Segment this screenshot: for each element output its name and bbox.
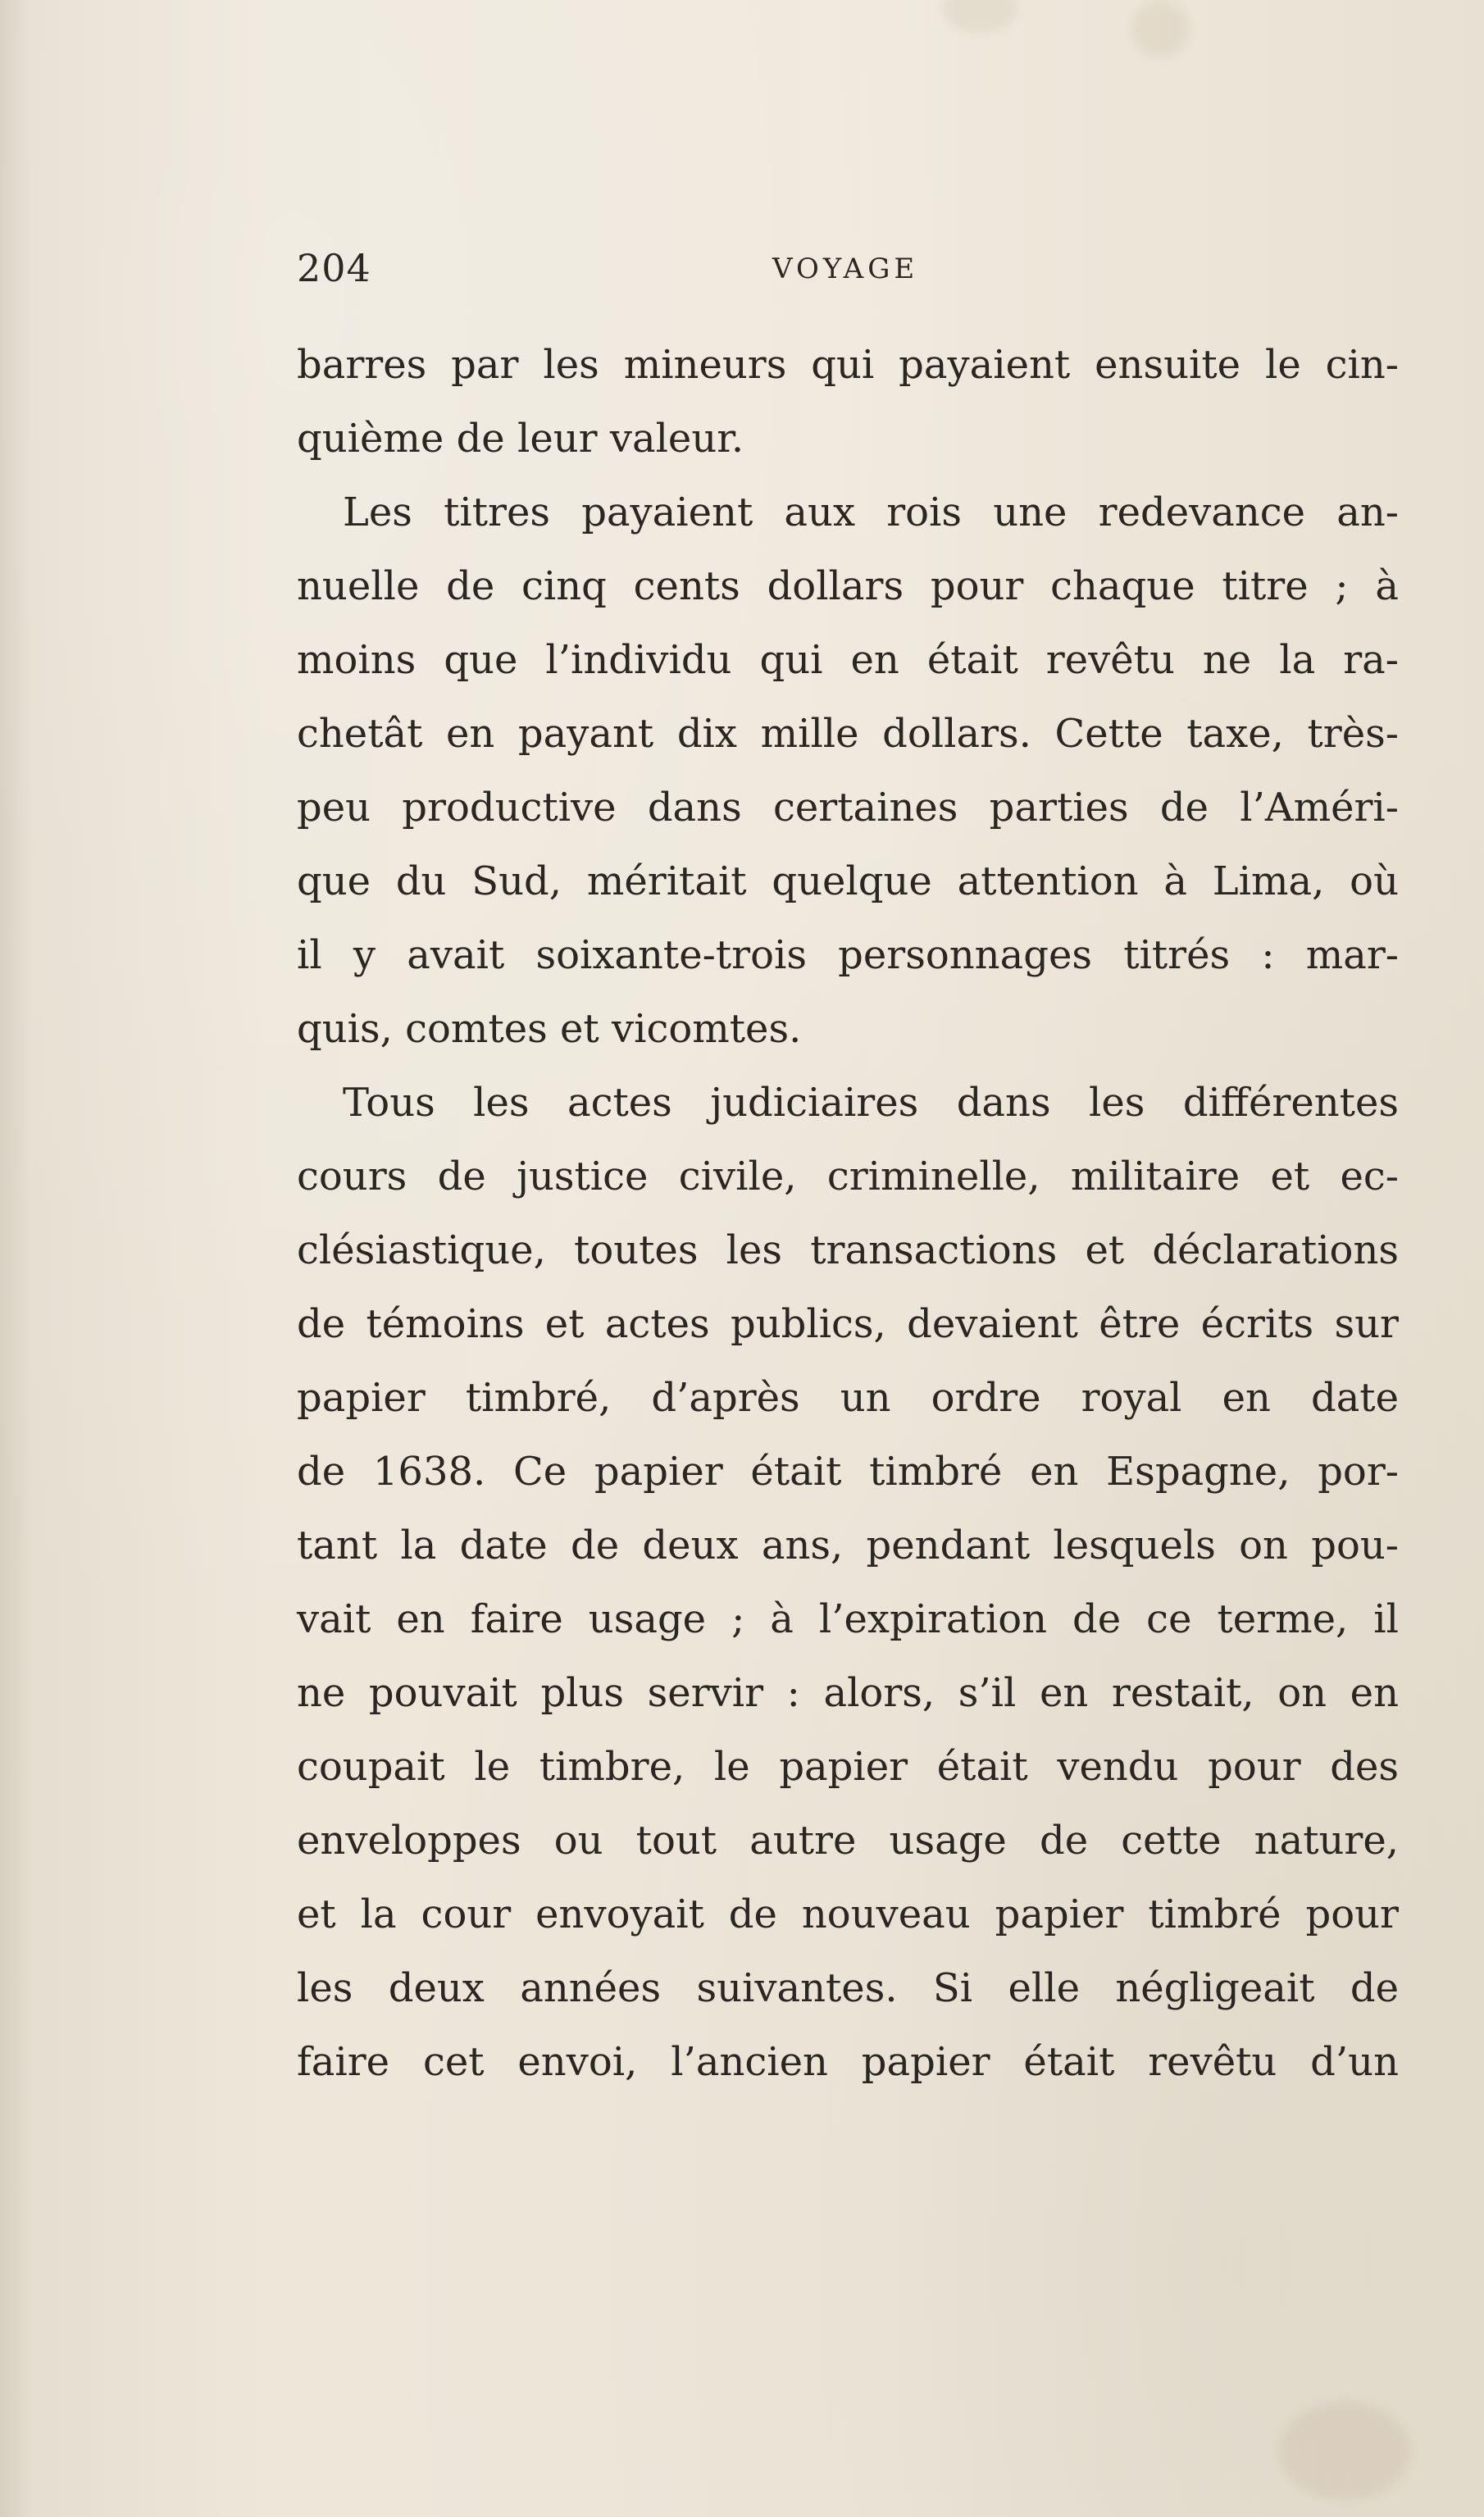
running-title: VOYAGE <box>772 253 919 285</box>
paper-stain <box>943 0 1017 33</box>
paper-stain <box>1279 2402 1410 2501</box>
text-line: chetât en payant dix mille dollars. Cette taxe, très- <box>297 711 1399 757</box>
body-text <box>297 328 1399 2099</box>
text-line: cours de justice civile, criminelle, militaire et ec- <box>297 1154 1399 1199</box>
text-line: vait en faire usage ; à l’expiration de ce terme, il <box>297 1596 1399 1642</box>
text-line: que du Sud, méritait quelque attention à Lima, où <box>297 858 1399 904</box>
paper-stain <box>1131 0 1189 57</box>
page-header <box>297 246 1399 303</box>
page-number: 204 <box>297 246 371 290</box>
text-line: clésiastique, toutes les transactions et déclarations <box>297 1227 1399 1273</box>
text-line: les deux années suivantes. Si elle négligeait de <box>297 1965 1399 2011</box>
text-line: faire cet envoi, l’ancien papier était revêtu d’un <box>297 2039 1399 2085</box>
text-line: peu productive dans certaines parties de l’Améri- <box>297 785 1399 831</box>
text-line: nuelle de cinq cents dollars pour chaque titre ; à <box>297 563 1399 609</box>
text-line: et la cour envoyait de nouveau papier timbré pour <box>297 1891 1399 1937</box>
text-line: Les titres payaient aux rois une redevance an- <box>343 489 1399 535</box>
text-line: quième de leur valeur. <box>297 416 744 462</box>
page-edge-shadow <box>0 0 33 2517</box>
text-line: de 1638. Ce papier était timbré en Espagne, por- <box>297 1449 1399 1495</box>
text-line: barres par les mineurs qui payaient ensuite le cin- <box>297 342 1399 388</box>
text-line: tant la date de deux ans, pendant lesquels on pou- <box>297 1522 1399 1568</box>
text-line: Tous les actes judiciaires dans les différentes <box>343 1080 1399 1126</box>
text-line: enveloppes ou tout autre usage de cette nature, <box>297 1818 1399 1864</box>
text-line: il y avait soixante-trois personnages titrés : mar- <box>297 932 1399 978</box>
text-line: quis, comtes et vicomtes. <box>297 1006 802 1052</box>
text-line: de témoins et actes publics, devaient être écrits sur <box>297 1301 1399 1347</box>
text-line: ne pouvait plus servir : alors, s’il en restait, on en <box>297 1670 1399 1716</box>
text-line: papier timbré, d’après un ordre royal en date <box>297 1375 1399 1421</box>
text-line: moins que l’individu qui en était revêtu ne la ra- <box>297 637 1399 683</box>
text-line: coupait le timbre, le papier était vendu pour des <box>297 1744 1399 1790</box>
